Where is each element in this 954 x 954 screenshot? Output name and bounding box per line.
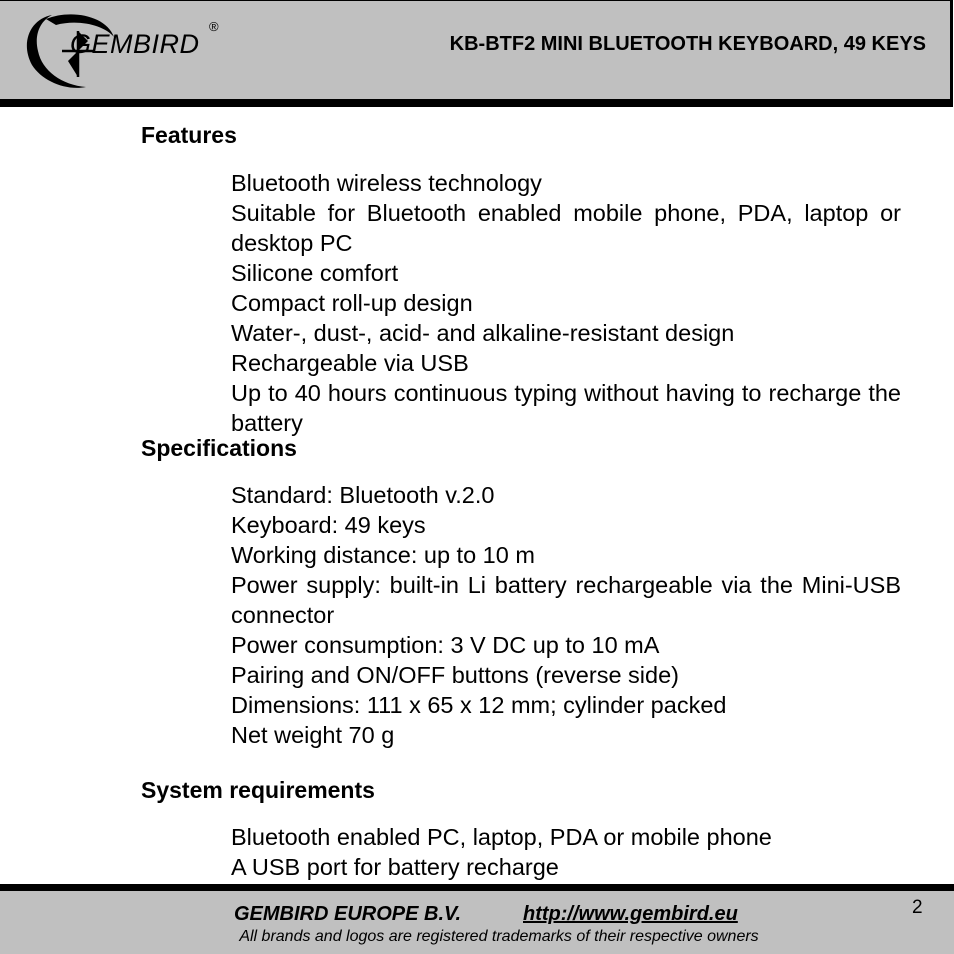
section-title-features: Features [141,122,237,148]
list-item: Rechargeable via USB [231,350,469,376]
list-item: Power consumption: 3 V DC up to 10 mA [231,632,660,658]
list-item: Net weight 70 g [231,722,395,748]
list-item: Pairing and ON/OFF buttons (reverse side) [231,662,679,688]
document-title: KB-BTF2 MINI BLUETOOTH KEYBOARD, 49 KEYS [449,33,926,55]
list-item: Power supply: built-in Li battery rechargeable via the Mini-USB connector [231,572,901,628]
list-item: Bluetooth enabled PC, laptop, PDA or mobile phone [231,824,772,850]
list-item: Water-, dust-, acid- and alkaline-resistant design [231,320,735,346]
list-item: Compact roll-up design [231,290,473,316]
specifications-list [231,480,901,750]
section-title-system-requirements: System requirements [141,777,375,803]
list-item: Bluetooth wireless technology [231,170,542,196]
features-list [231,168,901,438]
list-item: A USB port for battery recharge [231,854,559,880]
logo-wordmark: GEMBIRD [70,29,200,59]
list-item: Up to 40 hours continuous typing without having to recharge the battery [231,380,901,436]
company-name: GEMBIRD EUROPE B.V. [234,903,462,925]
website-link[interactable]: http://www.gembird.eu [523,903,738,925]
list-item: Working distance: up to 10 m [231,542,535,568]
page-number: 2 [912,897,923,918]
page-footer [0,884,954,954]
list-item: Suitable for Bluetooth enabled mobile phone, PDA, laptop or desktop PC [231,200,901,256]
page-header [0,0,953,107]
registered-mark: ® [209,19,219,34]
list-item: Silicone comfort [231,260,399,286]
list-item: Dimensions: 111 x 65 x 12 mm; cylinder packed [231,692,727,718]
list-item: Keyboard: 49 keys [231,512,426,538]
section-title-specifications: Specifications [141,435,297,461]
list-item: Standard: Bluetooth v.2.0 [231,482,495,508]
system-requirements-list [231,822,901,882]
trademark-note: All brands and logos are registered trademarks of their respective owners [239,928,759,945]
